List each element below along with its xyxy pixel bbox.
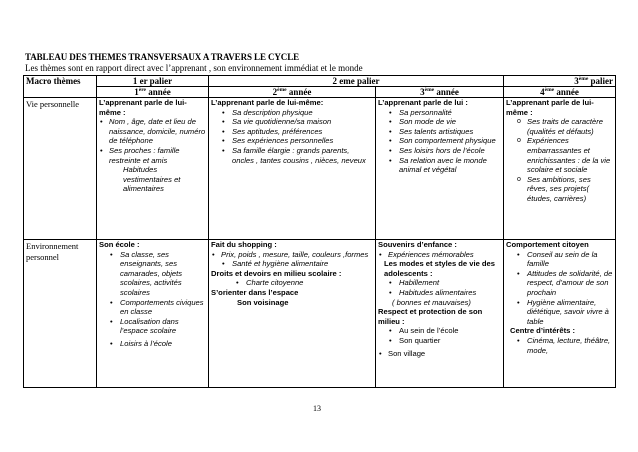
list-item: • Son village	[378, 349, 501, 359]
list	[378, 349, 501, 359]
cell-vie-year3	[376, 98, 504, 240]
row-environnement-personnel	[24, 240, 616, 388]
cell-vie-year4	[504, 98, 616, 240]
cell-heading: L’apprenant parle de lui-même :	[99, 98, 187, 117]
cell-subheading: Respect et protection de son milieu :	[378, 307, 483, 326]
cell-subheading: Centre d’intérêts :	[510, 326, 575, 336]
cell-heading: L’apprenant parle de lui-même :	[506, 98, 594, 117]
list-item: • Ses talents artistiques	[388, 127, 501, 137]
cell-env-year3	[376, 240, 504, 388]
cell-subheading: Droits et devoirs en milieu scolaire :	[211, 268, 342, 278]
list-item: • Santé et hygiène alimentaire	[221, 259, 373, 269]
header-row-paliers	[24, 76, 616, 87]
row-label-environnement-personnel: Environnement personnel	[24, 240, 97, 388]
list-item: • Localisation dans l’espace scolaire	[109, 317, 206, 336]
list-item: • Conseil au sein de la famille	[516, 250, 613, 269]
list-item: • Nom , âge, date et lieu de naissance, domicile, numéro de téléphone	[99, 117, 206, 146]
cell-heading: Comportement citoyen	[506, 240, 589, 249]
cell-vie-year2	[209, 98, 376, 240]
cell-subheading: Son voisinage	[237, 297, 289, 307]
document-subtitle: Les thèmes sont en rapport direct avec l’apprenant , son environnement immédiat et le monde	[25, 63, 363, 73]
cell-heading: Souvenirs d’enfance :	[378, 240, 457, 249]
header-year-4: 4ème année	[504, 87, 616, 98]
list	[99, 117, 206, 165]
list-item: • Son comportement physique	[388, 136, 501, 146]
page-number: 13	[313, 404, 321, 413]
list-item: • Charte citoyenne	[235, 278, 373, 288]
list-item: • Sa vie quotidienne/sa maison	[221, 117, 373, 127]
list-item: • Son quartier	[388, 336, 501, 346]
list-item: • Attitudes de solidarité, de respect, d’amour de son prochain	[516, 269, 613, 298]
list-item: • Au sein de l’école	[388, 326, 501, 336]
list-item: o Ses ambitions, ses rêves, ses projets( études, carrières)	[516, 175, 613, 204]
list	[378, 108, 501, 175]
header-palier-3: 3ème palier	[504, 76, 616, 87]
list-item: • Sa classe, ses enseignants, ses camarades, objets scolaires, activités scolaires	[109, 250, 206, 298]
themes-table	[23, 75, 616, 388]
document-title: TABLEAU DES THEMES TRANSVERSAUX A TRAVERS LE CYCLE	[25, 52, 300, 62]
list	[211, 259, 373, 269]
cell-heading: Son école :	[99, 240, 140, 249]
row-label-vie-personnelle: Vie personnelle	[24, 98, 97, 240]
header-macro-themes: Macro thèmes	[24, 76, 97, 98]
list-item: • Sa relation avec le monde animal et végétal	[388, 156, 501, 175]
header-year-3: 3ème année	[376, 87, 504, 98]
header-year-1: 1ère année	[97, 87, 209, 98]
list-item: • Ses proches : famille restreinte et amis	[99, 146, 206, 165]
header-palier-2: 2 eme palier	[209, 76, 504, 87]
header-row-years	[24, 87, 616, 98]
cell-heading: L’apprenant parle de lui :	[378, 98, 468, 107]
list-item: • Sa famille élargie : grands parents, oncles , tantes cousins , nièces, neveux	[221, 146, 373, 165]
list-item: • Son mode de vie	[388, 117, 501, 127]
list	[378, 278, 501, 297]
list	[506, 117, 613, 203]
row-vie-personnelle	[24, 98, 616, 240]
list-item: • Habitudes alimentaires	[388, 288, 501, 298]
list-item: • Hygiène alimentaire, diététique, savoir vivre à table	[516, 298, 613, 327]
header-palier-1: 1 er palier	[97, 76, 209, 87]
list	[211, 278, 373, 288]
cell-heading: Fait du shopping :	[211, 240, 277, 249]
cell-env-year4	[504, 240, 616, 388]
list-item-continuation: Habitudes vestimentaires et alimentaires	[123, 165, 181, 194]
cell-vie-year1	[97, 98, 209, 240]
list-item: • Prix, poids , mesure, taille, couleurs ,formes	[211, 250, 373, 260]
list-item: • Ses aptitudes, préférences	[221, 127, 373, 137]
list	[99, 250, 206, 349]
list	[506, 250, 613, 327]
list	[378, 250, 501, 260]
list-item: • Comportements civiques en classe	[109, 298, 206, 317]
list-item-continuation: ( bonnes et mauvaises)	[392, 297, 471, 307]
list-item: • Cinéma, lecture, théâtre, mode,	[516, 336, 613, 355]
cell-env-year2	[209, 240, 376, 388]
list-item: o Expériences embarrassantes et enrichissantes : de la vie scolaire et sociale	[516, 136, 613, 174]
list-item: • Sa description physique	[221, 108, 373, 118]
list	[378, 326, 501, 345]
cell-env-year1	[97, 240, 209, 388]
list	[506, 336, 613, 355]
list-item: • Loisirs à l’école	[109, 339, 206, 349]
list-item: • Expériences mémorables	[378, 250, 501, 260]
list	[211, 250, 373, 260]
list	[211, 108, 373, 166]
list-item: • Ses expériences personnelles	[221, 136, 373, 146]
header-year-2: 2ème année	[209, 87, 376, 98]
cell-subheading: S’orienter dans l’espace	[211, 287, 299, 297]
list-item: • Ses loisirs hors de l’école	[388, 146, 501, 156]
list-item: • Sa personnalité	[388, 108, 501, 118]
list-item: • Habillement	[388, 278, 501, 288]
cell-subheading: Les modes et styles de vie des adolescents :	[384, 259, 496, 278]
list-item: o Ses traits de caractère (qualités et défauts)	[516, 117, 613, 136]
cell-heading: L’apprenant parle de lui-même:	[211, 98, 324, 107]
